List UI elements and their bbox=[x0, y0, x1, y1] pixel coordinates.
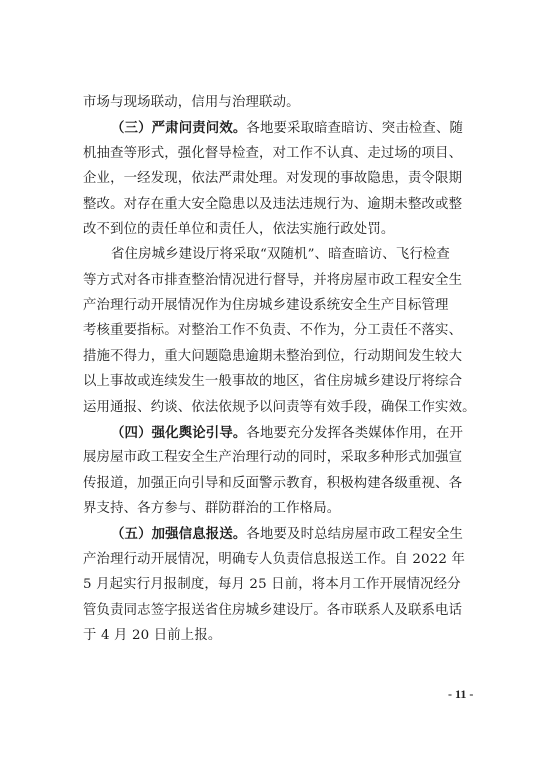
body-text-line: 等方式对各市排查整治情况进行督导，并将房屋市政工程安全生 bbox=[83, 273, 463, 288]
body-text-line: 产治理行动开展情况作为住房城乡建设系统安全生产目标管理 bbox=[83, 298, 449, 313]
body-text-line: 管负责同志签字报送省住房城乡建设厅。各市联系人及联系电话 bbox=[83, 603, 463, 618]
section-heading: （五）加强信息报送。 bbox=[111, 526, 247, 542]
body-text-line: 以上事故或连续发生一般事故的地区，省住房城乡建设厅将综合 bbox=[83, 374, 463, 389]
body-text-line: 省住房城乡建设厅将采取“双随机”、暗查暗访、飞行检查 bbox=[111, 247, 450, 262]
body-text-line: 整改。对存在重大安全隐患以及违法违规行为、逾期未整改或整 bbox=[83, 197, 463, 212]
body-text: 各地要采取暗查暗访、突击检查、随 bbox=[246, 121, 464, 136]
body-text-line: 传报道，加强正向引导和反面警示教育，积极构建各级重视、各 bbox=[83, 476, 463, 491]
body-text-line: 运用通报、约谈、依法依规予以问责等有效手段，确保工作实效。 bbox=[83, 400, 476, 415]
page-number: - 11 - bbox=[448, 687, 474, 701]
body-text-line: 于 4 月 20 日前上报。 bbox=[83, 628, 222, 643]
body-text: 各地要及时总结房屋市政工程安全生 bbox=[246, 527, 464, 542]
body-text-line: 机抽查等形式，强化督导检查，对工作不认真、走过场的项目、 bbox=[83, 146, 463, 161]
body-text-line: 展房屋市政工程安全生产治理行动的同时，采取多种形式加强宣 bbox=[83, 450, 463, 465]
body-text-line: 措施不得力，重大问题隐患逾期未整治到位，行动期间发生较大 bbox=[83, 349, 463, 364]
section-heading: （三）严肃问责问效。 bbox=[111, 120, 247, 136]
section-heading-line bbox=[111, 526, 463, 543]
body-text-line: 考核重要指标。对整治工作不负责、不作为，分工责任不落实、 bbox=[83, 323, 463, 338]
body-text: 各地要充分发挥各类媒体作用，在开 bbox=[246, 426, 464, 441]
body-text-line: 产治理行动开展情况，明确专人负责信息报送工作。自 2022 年 bbox=[83, 552, 466, 567]
body-text-line: 改不到位的责任单位和责任人，依法实施行政处罚。 bbox=[83, 222, 395, 237]
section-heading-line bbox=[111, 120, 463, 137]
section-heading-line bbox=[111, 425, 463, 442]
body-text-line: 市场与现场联动，信用与治理联动。 bbox=[83, 95, 300, 110]
section-heading: （四）强化舆论引导。 bbox=[111, 425, 247, 441]
body-text-line: 界支持、各方参与、群防群治的工作格局。 bbox=[83, 501, 341, 516]
body-text-line: 企业，一经发现，依法严肃处理。对发现的事故隐患，责令限期 bbox=[83, 171, 463, 186]
body-text-line: 5 月起实行月报制度，每月 25 日前，将本月工作开展情况经分 bbox=[83, 577, 461, 592]
